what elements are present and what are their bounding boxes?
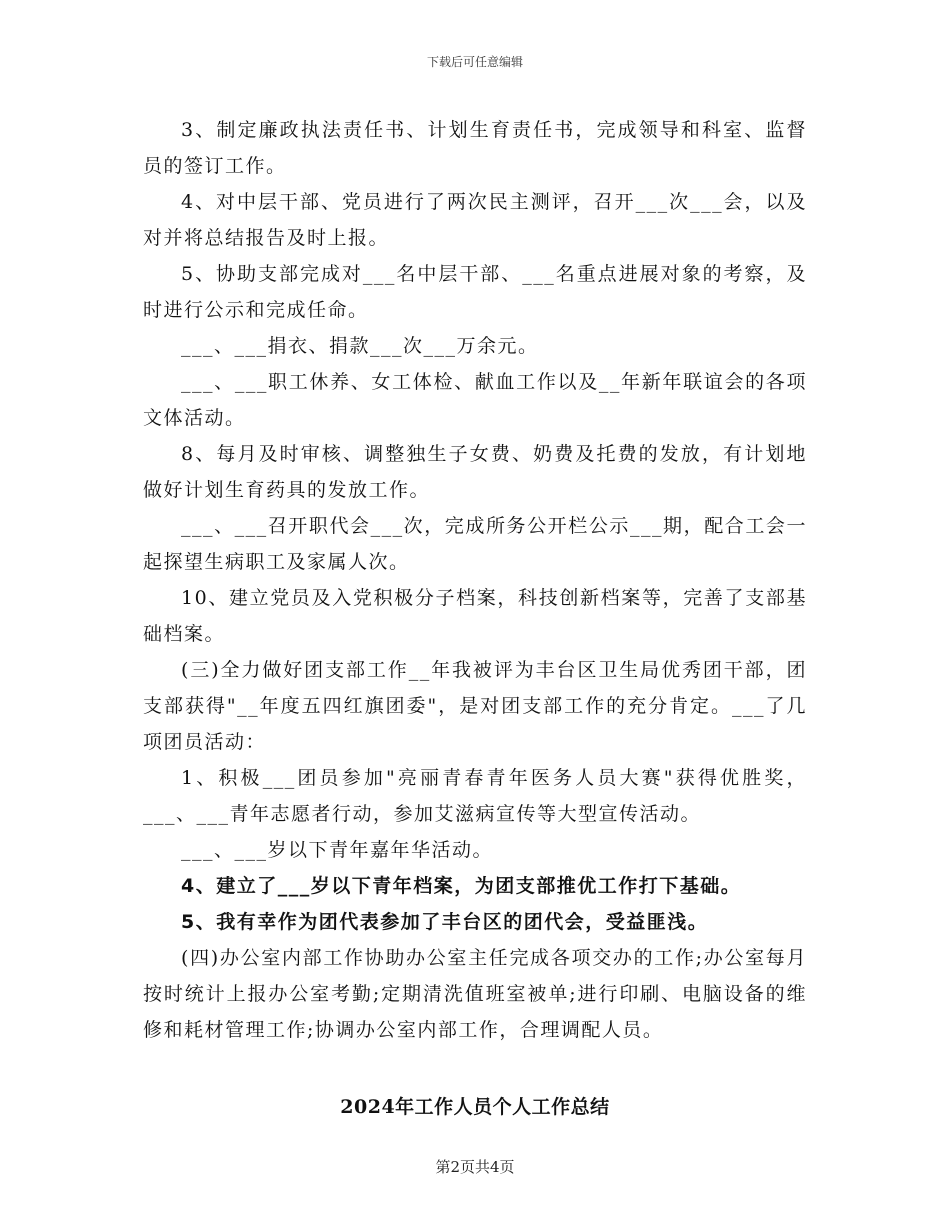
paragraph-item-10: 10、建立党员及入党积极分子档案，科技创新档案等，完善了支部基础档案。 (143, 587, 807, 645)
section-3-paragraph: (三)全力做好团支部工作__年我被评为丰台区卫生局优秀团干部，团支部获得"__年度五四红旗团委"，是对团支部工作的充分肯定。___了几项团员活动： (143, 659, 807, 753)
youth-activity-5: 5、我有幸作为团代表参加了丰台区的团代会，受益匪浅。 (181, 911, 709, 933)
document-body (143, 112, 807, 1048)
page-header: 下载后可任意编辑 (426, 55, 523, 69)
paragraph-item-3: 3、制定廉政执法责任书、计划生育责任书，完成领导和科室、监督员的签订工作。 (143, 119, 807, 177)
youth-activity-1: 1、积极___团员参加"亮丽青春青年医务人员大赛"获得优胜奖，___、___青年志愿者行动，参加艾滋病宣传等大型宣传活动。 (143, 767, 807, 825)
page-footer: 第2页共4页 (435, 1158, 515, 1176)
paragraph-item-5: 5、协助支部完成对___名中层干部、___名重点进展对象的考察，及时进行公示和完成任命。 (143, 263, 807, 321)
paragraph-item-4: 4、对中层干部、党员进行了两次民主测评，召开___次___会，以及对并将总结报告及时上报。 (143, 191, 807, 249)
section-4-paragraph: (四)办公室内部工作协助办公室主任完成各项交办的工作;办公室每月按时统计上报办公室考勤;定期清洗值班室被单;进行印刷、电脑设备的维修和耗材管理工作;协调办公室内部工作，合理调配人员。 (143, 947, 807, 1041)
youth-activity-3: ___、___岁以下青年嘉年华活动。 (181, 839, 494, 861)
document-title: 2024年工作人员个人工作总结 (340, 1096, 610, 1118)
youth-activity-4: 4、建立了___岁以下青年档案，为团支部推优工作打下基础。 (181, 875, 742, 897)
paragraph-item-8: 8、每月及时审核、调整独生子女费、奶费及托费的发放，有计划地做好计划生育药具的发放工作。 (143, 443, 807, 501)
paragraph-item-7: ___、___职工休养、女工体检、献血工作以及__年新年联谊会的各项文体活动。 (143, 371, 807, 429)
paragraph-item-6: ___、___捐衣、捐款___次___万余元。 (181, 335, 539, 357)
paragraph-item-9: ___、___召开职代会___次，完成所务公开栏公示___期，配合工会一起探望生病职工及家属人次。 (143, 515, 807, 573)
